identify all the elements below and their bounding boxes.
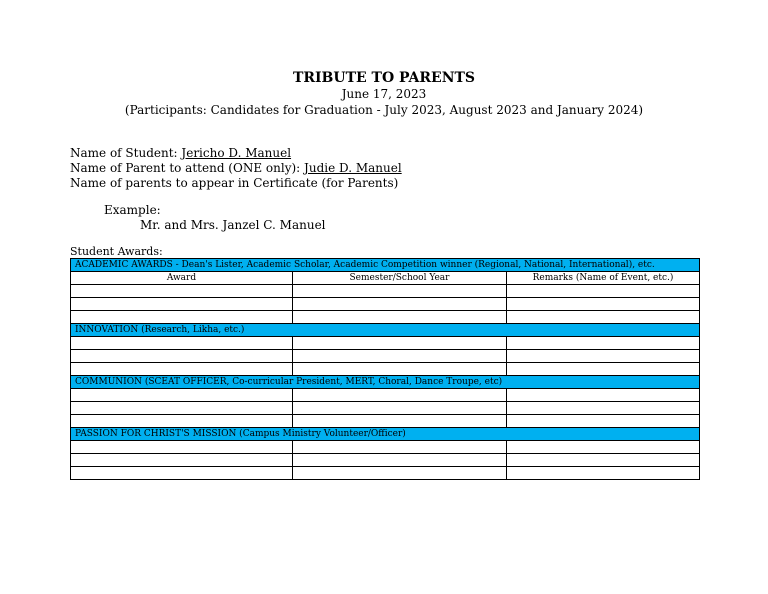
event-date: June 17, 2023 xyxy=(341,87,427,101)
table-cell[interactable] xyxy=(71,350,293,363)
table-cell[interactable] xyxy=(71,441,293,454)
table-cell[interactable] xyxy=(71,311,293,324)
section-header-innovation: INNOVATION (Research, Likha, etc.) xyxy=(71,324,700,337)
table-row xyxy=(71,337,700,350)
parent-name-label: Name of Parent to attend (ONE only): xyxy=(70,161,301,175)
table-cell[interactable] xyxy=(507,389,700,402)
example-label: Example: xyxy=(104,203,161,217)
table-row xyxy=(71,441,700,454)
table-cell[interactable] xyxy=(507,350,700,363)
table-row xyxy=(71,415,700,428)
section-header-passion: PASSION FOR CHRIST'S MISSION (Campus Ministry Volunteer/Officer) xyxy=(71,428,700,441)
table-cell[interactable] xyxy=(293,441,507,454)
table-cell[interactable] xyxy=(293,363,507,376)
table-row xyxy=(71,350,700,363)
section-header-academic: ACADEMIC AWARDS - Dean's Lister, Academic Scholar, Academic Competition winner (Regional, National, International), etc. xyxy=(71,259,700,272)
certificate-name-line: Name of parents to appear in Certificate (for Parents) xyxy=(70,176,399,190)
table-cell[interactable] xyxy=(71,389,293,402)
table-cell[interactable] xyxy=(293,467,507,480)
table-cell[interactable] xyxy=(507,363,700,376)
table-row xyxy=(71,402,700,415)
section-row-innovation xyxy=(71,324,700,337)
table-cell[interactable] xyxy=(293,389,507,402)
section-row-academic xyxy=(71,259,700,272)
table-cell[interactable] xyxy=(507,402,700,415)
table-cell[interactable] xyxy=(293,311,507,324)
section-row-passion xyxy=(71,428,700,441)
column-header-row xyxy=(71,272,700,285)
table-row xyxy=(71,285,700,298)
parent-name-value: Judie D. Manuel xyxy=(304,161,402,175)
table-cell[interactable] xyxy=(293,454,507,467)
table-row xyxy=(71,298,700,311)
column-header-remarks: Remarks (Name of Event, etc.) xyxy=(507,272,700,285)
document-title: TRIBUTE TO PARENTS xyxy=(292,70,476,86)
student-name-value: Jericho D. Manuel xyxy=(181,146,292,160)
table-cell[interactable] xyxy=(71,285,293,298)
section-row-communion xyxy=(71,376,700,389)
section-header-communion: COMMUNION (SCEAT OFFICER, Co-curricular President, MERT, Choral, Dance Troupe, etc) xyxy=(71,376,700,389)
table-cell[interactable] xyxy=(71,402,293,415)
table-cell[interactable] xyxy=(507,454,700,467)
table-cell[interactable] xyxy=(507,415,700,428)
table-cell[interactable] xyxy=(507,467,700,480)
table-cell[interactable] xyxy=(71,454,293,467)
table-row xyxy=(71,389,700,402)
table-cell[interactable] xyxy=(71,415,293,428)
table-cell[interactable] xyxy=(293,337,507,350)
table-row xyxy=(71,363,700,376)
table-cell[interactable] xyxy=(71,467,293,480)
table-row xyxy=(71,467,700,480)
table-cell[interactable] xyxy=(293,415,507,428)
table-cell[interactable] xyxy=(507,285,700,298)
table-cell[interactable] xyxy=(507,441,700,454)
table-cell[interactable] xyxy=(71,298,293,311)
table-cell[interactable] xyxy=(71,337,293,350)
participants-note: (Participants: Candidates for Graduation - July 2023, August 2023 and January 2024) xyxy=(124,103,644,117)
student-name-line xyxy=(70,146,291,160)
column-header-semester: Semester/School Year xyxy=(293,272,507,285)
column-header-award: Award xyxy=(71,272,293,285)
table-cell[interactable] xyxy=(293,285,507,298)
table-cell[interactable] xyxy=(293,298,507,311)
table-cell[interactable] xyxy=(507,298,700,311)
table-cell[interactable] xyxy=(293,350,507,363)
awards-table xyxy=(70,258,700,480)
table-cell[interactable] xyxy=(71,363,293,376)
student-name-label: Name of Student: xyxy=(70,146,178,160)
table-row xyxy=(71,311,700,324)
table-row xyxy=(71,454,700,467)
table-cell[interactable] xyxy=(507,337,700,350)
parent-name-line xyxy=(70,161,402,175)
student-awards-label: Student Awards: xyxy=(70,245,163,258)
table-cell[interactable] xyxy=(507,311,700,324)
table-cell[interactable] xyxy=(293,402,507,415)
example-value: Mr. and Mrs. Janzel C. Manuel xyxy=(140,218,326,232)
